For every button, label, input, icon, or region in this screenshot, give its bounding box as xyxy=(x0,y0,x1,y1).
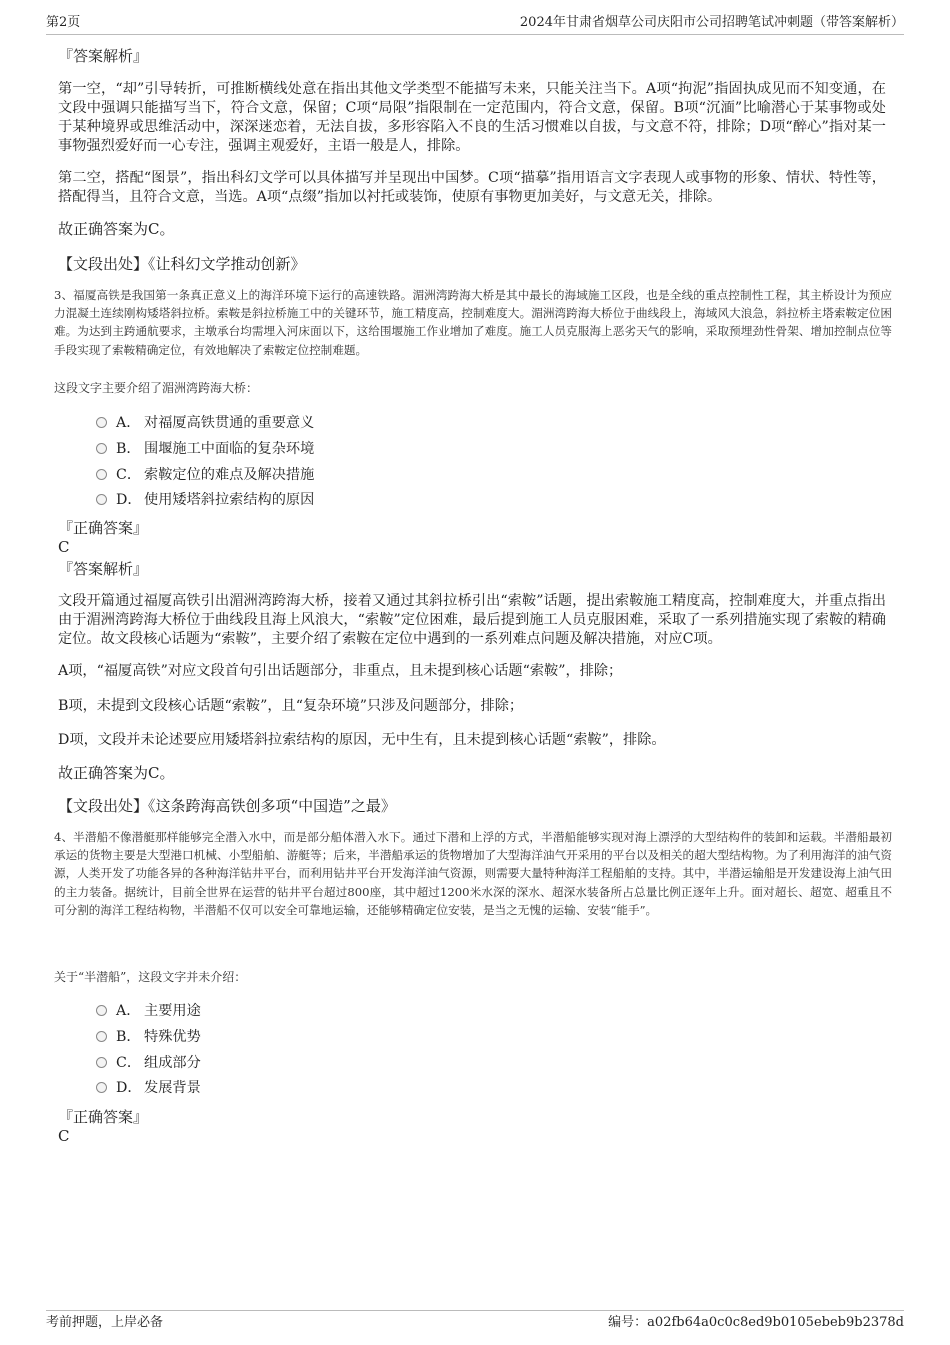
radio-icon[interactable] xyxy=(96,417,107,428)
radio-icon[interactable] xyxy=(96,1031,107,1042)
q2-source: 【文段出处】《让科幻文学推动创新》 xyxy=(58,255,306,273)
document-title: 2024年甘肃省烟草公司庆阳市公司招聘笔试冲刺题（带答案解析） xyxy=(519,15,904,30)
q3-option-b[interactable]: B． 围堰施工中面临的复杂环境 xyxy=(96,439,314,459)
q4-option-c[interactable]: C． 组成部分 xyxy=(96,1053,201,1073)
page-header xyxy=(46,14,904,35)
q4-option-a[interactable]: A． 主要用途 xyxy=(96,1001,201,1021)
q3-source: 【文段出处】《这条跨海高铁创多项“中国造”之最》 xyxy=(58,797,396,815)
q4-question: 关于“半潜船”，这段文字并未介绍： xyxy=(54,970,247,984)
q2-jiexi-paragraph-1: 第一空，“却”引导转折，可推断横线处意在指出其他文学类型不能描写未来，只能关注当下。A项“拘泥”指固执成见而不知变通，在文段中强调只能描写当下，符合文意，保留；C项“局限”指限制在一定范围内，符合文意，保留。B项“沉湎”比喻潜心于某事物或处于某种境界或思维活动中，深深迷恋着，无法自拔，多形容陷入不良的生活习惯难以自拔，与文意不符，排除；D项“醉心”指对某一事物强烈爱好而一心专注，强调主观爱好，主语一般是人，排除。 xyxy=(58,81,886,154)
q3-passage: 3、福厦高铁是我国第一条真正意义上的海洋环境下运行的高速铁路。湄洲湾跨海大桥是其中最长的海域施工区段，也是全线的重点控制性工程，其主桥设计为预应力混凝土连续刚构矮塔斜拉桥。索鞍是斜拉桥施工中的关键环节，施工精度高，控制难度大。湄洲湾跨海大桥位于曲线段上，海域风大浪急，斜拉桥主塔索鞍定位困难。为达到主跨通航要求，主墩承台均需埋入河床面以下，这给围堰施工作业增加了难度。施工人员克服海上恶劣天气的影响，采取预埋劲性骨架、增加控制点位等手段实现了索鞍精确定位，有效地解决了索鞍定位控制难题。 xyxy=(54,288,892,357)
q3-jiexi-paragraph-1: 文段开篇通过福厦高铁引出湄洲湾跨海大桥，接着又通过其斜拉桥引出“索鞍”话题，提出索鞍施工精度高，控制难度大，并重点指出由于湄洲湾跨海大桥位于曲线段且海上风浪大，“索鞍”定位困难，最后提到施工人员克服困难，采取了一系列措施实现了索鞍的精确定位。故文段核心话题为“索鞍”，主要介绍了索鞍在定位中遇到的一系列难点问题及解决措施，对应C项。 xyxy=(58,593,886,647)
q3-jiexi-option-b: B项，未提到文段核心话题“索鞍”，且“复杂环境”只涉及问题部分，排除； xyxy=(58,698,524,714)
q4-passage: 4、半潜船不像潜艇那样能够完全潜入水中，而是部分船体潜入水下。通过下潜和上浮的方式，半潜船能够实现对海上漂浮的大型结构件的装卸和运载。半潜船最初承运的货物主要是大型港口机械、小型船舶、游艇等；后来，半潜船承运的货物增加了大型海洋油气开采用的平台以及相关的超大型结构物。为了利用海洋的油气资源，人类开发了功能各异的各种海洋钻井平台，而利用钻井平台开发海洋油气资源，则需要大量特种海洋工程船舶的支持。其中，半潜运输船是开发建设海上油气田的主力装备。据统计，目前全世界在运营的钻井平台超过800座，其中超过1200米水深的深水、超深水装备所占总量比例正逐年上升。面对超长、超宽、超重且不可分割的海洋工程结构物，半潜船不仅可以安全可靠地运输，还能够精确定位安装，是当之无愧的运输、安装“能手”。 xyxy=(54,830,892,917)
radio-icon[interactable] xyxy=(96,469,107,480)
q4-option-d[interactable]: D． 发展背景 xyxy=(96,1078,201,1098)
q2-conclusion: 故正确答案为C。 xyxy=(58,220,175,238)
q2-jiexi-paragraph-2: 第二空，搭配“图景”，指出科幻文学可以具体描写并呈现出中国梦。C项“描摹”指用语言文字表现人或事物的形象、情状、特性等，搭配得当，且符合文意，当选。A项“点缀”指加以衬托或装饰，使原有事物更加美好，与文意无关，排除。 xyxy=(58,170,886,205)
q3-conclusion: 故正确答案为C。 xyxy=(58,764,175,782)
document-id: 编号：a02fb64a0c0c8ed9b0105ebeb9b2378d xyxy=(608,1315,904,1330)
radio-icon[interactable] xyxy=(96,1082,107,1093)
q3-answer-label: 『正确答案』 xyxy=(58,519,149,537)
q3-option-d[interactable]: D． 使用矮塔斜拉索结构的原因 xyxy=(96,490,314,510)
q3-jiexi-option-a: A项，“福厦高铁”对应文段首句引出话题部分，非重点，且未提到核心话题“索鞍”，排除； xyxy=(58,663,623,679)
q2-jiexi-label: 『答案解析』 xyxy=(58,47,149,65)
q3-jiexi-option-d: D项，文段并未论述要应用矮塔斜拉索结构的原因，无中生有，且未提到核心话题“索鞍”，排除。 xyxy=(58,732,666,748)
q4-answer-label: 『正确答案』 xyxy=(58,1108,149,1126)
radio-icon[interactable] xyxy=(96,1005,107,1016)
q3-jiexi-label: 『答案解析』 xyxy=(58,560,149,578)
radio-icon[interactable] xyxy=(96,494,107,505)
footer-slogan: 考前押题，上岸必备 xyxy=(46,1315,164,1330)
q4-answer: C xyxy=(58,1127,70,1145)
radio-icon[interactable] xyxy=(96,1057,107,1068)
q3-option-a[interactable]: A． 对福厦高铁贯通的重要意义 xyxy=(96,413,314,433)
page-number: 第2页 xyxy=(46,15,81,30)
q3-question: 这段文字主要介绍了湄洲湾跨海大桥： xyxy=(54,381,259,395)
radio-icon[interactable] xyxy=(96,443,107,454)
q3-option-c[interactable]: C． 索鞍定位的难点及解决措施 xyxy=(96,465,314,485)
q4-option-b[interactable]: B． 特殊优势 xyxy=(96,1027,201,1047)
q3-answer: C xyxy=(58,538,70,556)
page-footer xyxy=(46,1310,904,1333)
